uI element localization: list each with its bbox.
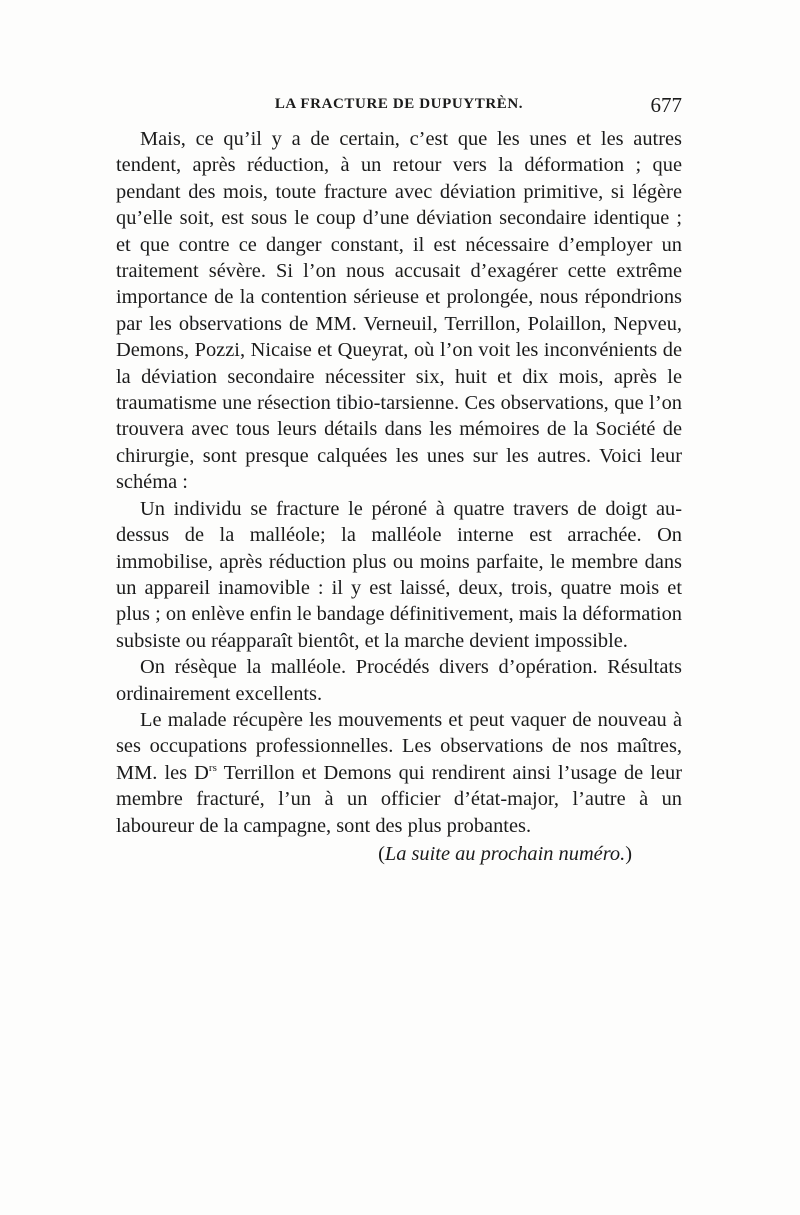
- paragraph: Un individu se fracture le péroné à quatre travers de doigt au-dessus de la malléole; la malléole interne est arrachée. On immobilise, après réduction plus ou moins parfaite, le membre dans un appareil inamovible : il y est laissé, deux, trois, quatre mois et plus ; on enlève enfin le bandage définitivement, mais la déformation subsiste ou réapparaît bientôt, et la marche devient impossible.: [116, 497, 682, 652]
- continued-note: [116, 841, 682, 867]
- paragraph-last: [116, 707, 682, 839]
- paragraph: Mais, ce qu’il y a de certain, c’est que les unes et les autres tendent, après réduction, à un retour vers la déformation ; que pendant des mois, toute fracture avec déviation primitive, si légère qu’elle soit, est sous le coup d’une déviation secondaire identique ; et que contre ce danger constant, il est nécessaire d’employer un traitement sévère. Si l’on nous accusait d’exagérer cette extrême importance de la contention sérieuse et prolongée, nous répondrions par les observations de MM. Verneuil, Terrillon, Polaillon, Nepveu, Demons, Pozzi, Nicaise et Queyrat, où l’on voit les inconvénients de la déviation secondaire nécessiter six, huit et dix mois, après le traumatisme une résection tibio-tarsienne. Ces observations, que l’on trouvera avec tous leurs détails dans les mémoires de la Société de chirurgie, sont presque calquées les unes sur les autres. Voici leur schéma :: [116, 128, 682, 494]
- running-title: LA FRACTURE DE DUPUYTRÈN.: [274, 96, 524, 112]
- doctor-abbrev-superscript: rs: [208, 761, 217, 774]
- continued-close-paren: ): [625, 842, 632, 865]
- page-number: 677: [650, 93, 682, 117]
- continued-open-paren: (: [378, 842, 385, 865]
- paragraph-text: Le malade récupère les mouvements et peut vaquer de nouveau à ses occupations professionnelles. Les observations de nos maîtres, MM. les D: [116, 708, 682, 784]
- page-header: [116, 93, 682, 122]
- paragraph-text: Terrillon et Demons qui rendirent ainsi l’usage de leur membre fracturé, l’un à un officier d’état-major, l’autre à un laboureur de la campagne, sont des plus probantes.: [116, 761, 683, 837]
- continued-text: La suite au prochain numéro.: [384, 842, 626, 865]
- paragraph: On résèque la malléole. Procédés divers d’opération. Résultats ordinairement excellents.: [116, 656, 682, 705]
- body-text: [116, 126, 682, 867]
